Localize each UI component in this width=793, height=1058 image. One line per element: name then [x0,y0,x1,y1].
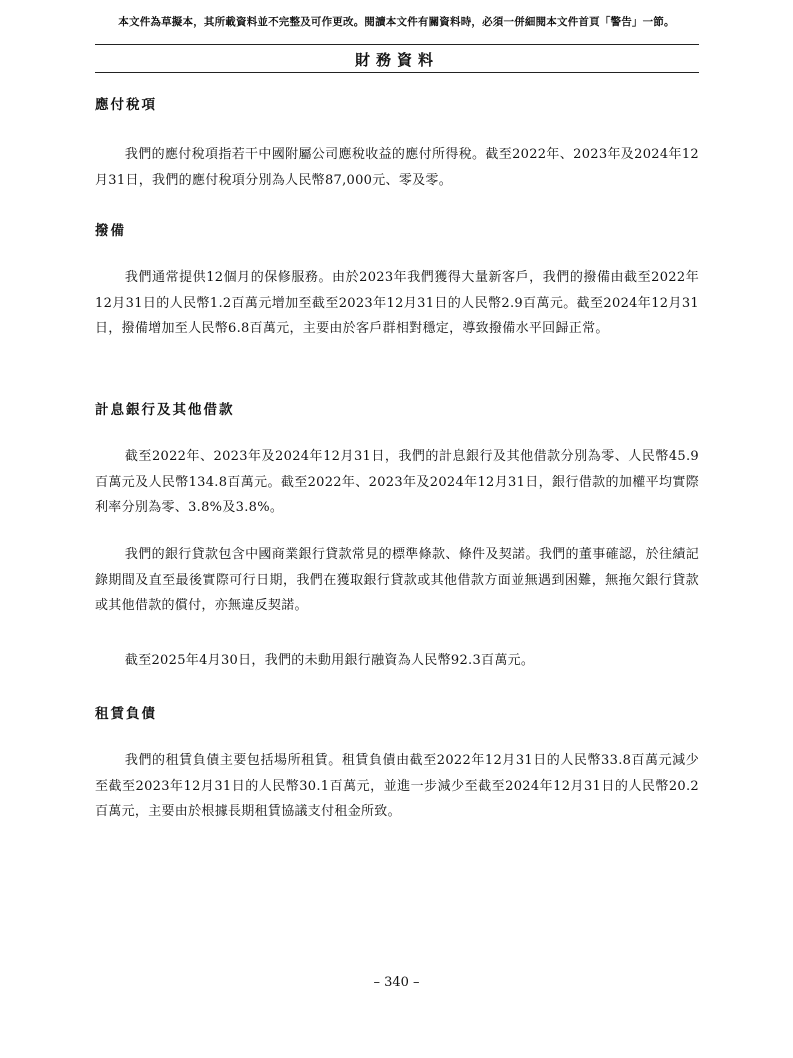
draft-warning: 本文件為草擬本，其所載資料並不完整及可作更改。閱讀本文件有關資料時，必須一併細閱本文件首頁「警告」一節。 [118,16,675,28]
paragraph-unused-facilities: 截至2025年4月30日，我們的未動用銀行融資為人民幣92.3百萬元。 [124,653,535,668]
paragraph-borrowings-amounts: 截至2022年、2023年及2024年12月31日，我們的計息銀行及其他借款分別為零、人民幣45.9百萬元及人民幣134.8百萬元。截至2022年、2023年及2024年12月31日，銀行借款的加權平均實際利率分別為零、3.8%及3.8%。 [95,449,699,515]
section-heading-provision: 撥備 [95,223,126,239]
header-top-rule [95,44,699,45]
section-heading-borrowings: 計息銀行及其他借款 [95,402,235,418]
paragraph-provision: 我們通常提供12個月的保修服務。由於2023年我們獲得大量新客戶，我們的撥備由截至2022年12月31日的人民幣1.2百萬元增加至截至2023年12月31日的人民幣2.9百萬元。截至2024年12月31日，撥備增加至人民幣6.8百萬元，主要由於客戶群相對穩定，導致撥備水平回歸正常。 [95,270,699,336]
page-number: – 340 – [373,975,420,990]
section-heading-lease-liabilities: 租賃負債 [95,706,157,722]
section-heading-tax-payable: 應付稅項 [95,97,157,113]
paragraph-tax-payable: 我們的應付稅項指若干中國附屬公司應稅收益的應付所得稅。截至2022年、2023年及2024年12月31日，我們的應付稅項分別為人民幣87,000元、零及零。 [95,147,699,188]
paragraph-lease-liabilities: 我們的租賃負債主要包括場所租賃。租賃負債由截至2022年12月31日的人民幣33.8百萬元減少至截至2023年12月31日的人民幣30.1百萬元，並進一步減少至截至2024年12月31日的人民幣20.2百萬元，主要由於根據長期租賃協議支付租金所致。 [95,753,699,819]
header-bottom-rule [95,72,699,73]
paragraph-borrowings-covenants: 我們的銀行貸款包含中國商業銀行貸款常見的標準條款、條件及契諾。我們的董事確認，於往績記錄期間及直至最後實際可行日期，我們在獲取銀行貸款或其他借款方面並無遇到困難，無拖欠銀行貸款或其他借款的償付，亦無違反契諾。 [95,547,699,613]
page-title: 財務資料 [354,51,439,69]
